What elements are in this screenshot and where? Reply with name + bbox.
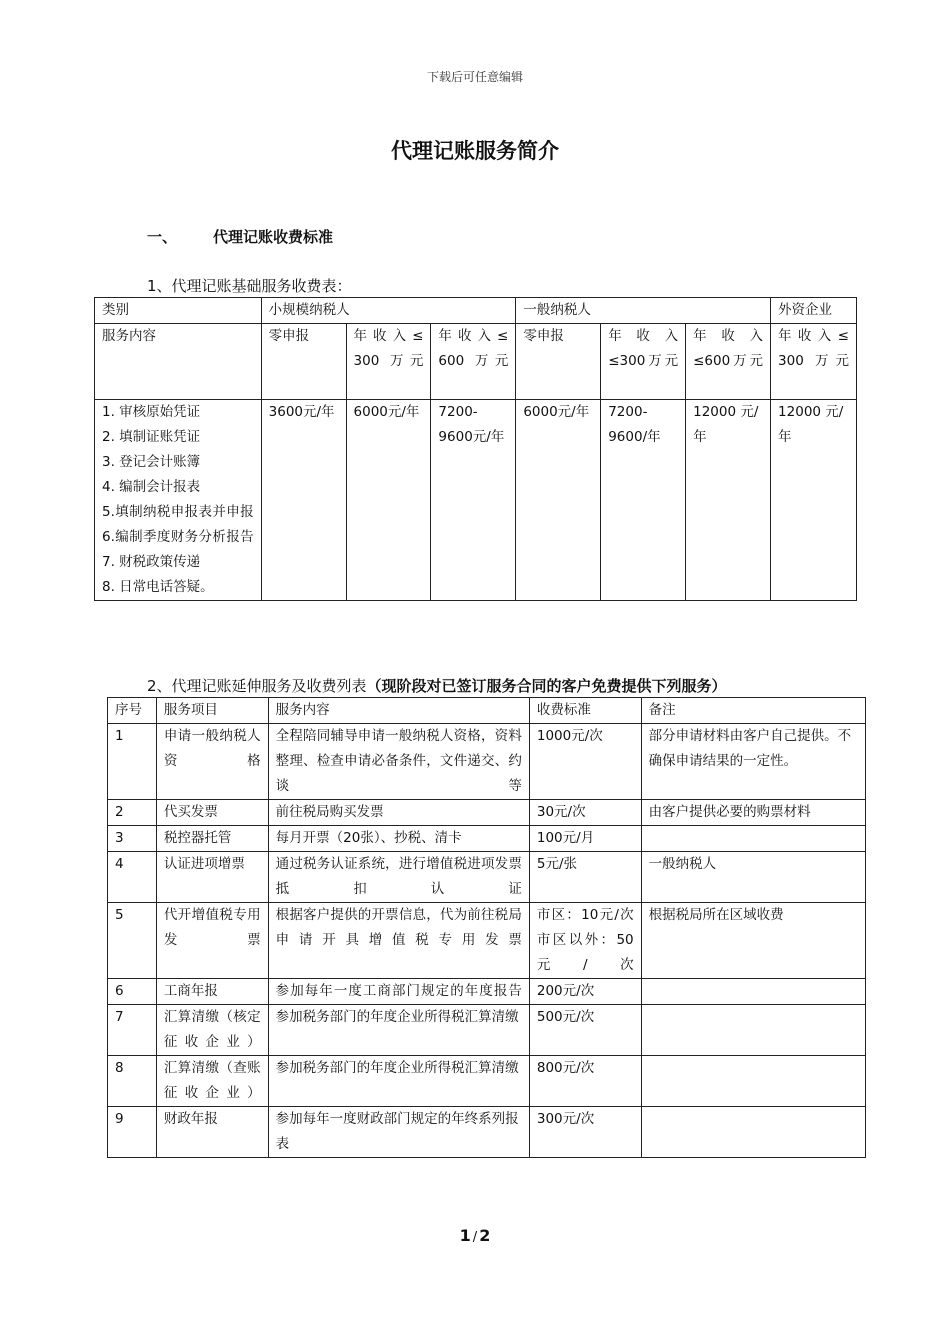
service-item: 5.填制纳税申报表并申报 [102,504,254,520]
fee: 1000元/次 [529,724,641,800]
col-header: 年 收 入 ≤ 300 万元 [346,324,431,400]
col-header: 年 收 入 ≤300万元 [601,324,686,400]
service-item: 3. 登记会计账簿 [102,454,201,470]
service-item: 4. 编制会计报表 [102,479,201,495]
price-cell: 3600元/年 [261,400,346,601]
section-title: 代理记账收费标准 [213,228,334,246]
service-content: 根据客户提供的开票信息，代为前往税局申请开具增值税专用发票 [268,903,529,979]
table-row [108,724,866,800]
col-header: 年 收 入 ≤600万元 [686,324,771,400]
table-row [108,903,866,979]
note [641,1005,865,1056]
service-content: 全程陪同辅导申请一般纳税人资格，资料整理、检查申请必备条件，文件递交、约谈等 [268,724,529,800]
service-price-row [95,400,857,601]
service-item: 6.编制季度财务分析报告 [102,529,254,545]
service-item: 认证进项增票 [156,852,268,903]
fee: 30元/次 [529,800,641,826]
content-label: 服务内容 [95,324,262,400]
row-number: 4 [108,852,157,903]
service-item: 汇算清缴（核定征收企业） [156,1005,268,1056]
price-cell: 6000元/年 [346,400,431,601]
price-cell: 12000 元/年 [771,400,857,601]
service-item: 8. 日常电话答疑。 [102,579,214,595]
note: 部分申请材料由客户自己提供。不确保申请结果的一定性。 [641,724,865,800]
page-current: 1 [459,1226,471,1245]
note: 根据税局所在区域收费 [641,903,865,979]
table2-caption-note: （现阶段对已签订服务合同的客户免费提供下列服务） [366,677,727,695]
page-separator: / [472,1230,478,1245]
fee: 800元/次 [529,1056,641,1107]
header-cell: 收费标准 [529,698,641,724]
col-header: 零申报 [261,324,346,400]
service-content: 参加税务部门的年度企业所得税汇算清缴 [268,1056,529,1107]
service-item: 2. 填制证账凭证 [102,429,201,445]
price-cell: 12000 元/年 [686,400,771,601]
table-row [108,800,866,826]
section-number: 一、 [147,228,178,246]
category-row [95,298,857,324]
table-row [108,979,866,1005]
service-content: 通过税务认证系统，进行增值税进项发票抵扣认证 [268,852,529,903]
category-foreign-enterprise: 外资企业 [771,298,857,324]
page-number [0,1226,950,1245]
note [641,979,865,1005]
service-item: 1. 审核原始凭证 [102,404,201,420]
fee: 市区：10元/次 市区以外：50元/次 [529,903,641,979]
col-header: 年 收 入 ≤ 600 万元 [431,324,516,400]
row-number: 8 [108,1056,157,1107]
row-number: 2 [108,800,157,826]
note [641,826,865,852]
service-item: 工商年报 [156,979,268,1005]
table-row [108,1056,866,1107]
price-cell: 7200-9600元/年 [431,400,516,601]
service-item: 申请一般纳税人资格 [156,724,268,800]
row-number: 5 [108,903,157,979]
row-number: 3 [108,826,157,852]
category-label: 类别 [95,298,262,324]
basic-fee-table [94,297,857,601]
page-title: 代理记账服务简介 [391,139,559,163]
header-cell: 序号 [108,698,157,724]
table-row [108,826,866,852]
price-cell: 7200-9600/年 [601,400,686,601]
price-cell: 6000元/年 [516,400,601,601]
fee: 500元/次 [529,1005,641,1056]
table2-caption [147,675,727,696]
service-content: 参加每年一度财政部门规定的年终系列报表 [268,1107,529,1158]
note [641,1107,865,1158]
row-number: 9 [108,1107,157,1158]
page-total: 2 [479,1226,491,1245]
header-cell: 备注 [641,698,865,724]
note [641,1056,865,1107]
service-content: 参加每年一度工商部门规定的年度报告 [268,979,529,1005]
col-header: 零申报 [516,324,601,400]
fee: 5元/张 [529,852,641,903]
fee: 200元/次 [529,979,641,1005]
service-item: 税控器托管 [156,826,268,852]
category-general-taxpayer: 一般纳税人 [516,298,771,324]
header-note: 下载后可任意编辑 [426,70,523,84]
section-heading [147,226,333,247]
service-item: 财政年报 [156,1107,268,1158]
table-row [108,852,866,903]
table1-caption: 1、代理记账基础服务收费表： [147,277,352,295]
service-item: 代开增值税专用发票 [156,903,268,979]
service-item: 代买发票 [156,800,268,826]
note: 由客户提供必要的购票材料 [641,800,865,826]
service-list [95,400,262,601]
row-number: 6 [108,979,157,1005]
table-row [108,1107,866,1158]
service-item: 7. 财税政策传递 [102,554,201,570]
service-content: 前往税局购买发票 [268,800,529,826]
row-number: 1 [108,724,157,800]
content-header-row [95,324,857,400]
service-item: 汇算清缴（查账征收企业） [156,1056,268,1107]
service-content: 每月开票（20张）、抄税、清卡 [268,826,529,852]
note: 一般纳税人 [641,852,865,903]
extended-service-table [107,697,866,1158]
row-number: 7 [108,1005,157,1056]
header-row [108,698,866,724]
col-header: 年 收 入 ≤ 300 万元 [771,324,857,400]
category-small-taxpayer: 小规模纳税人 [261,298,516,324]
header-cell: 服务项目 [156,698,268,724]
fee: 100元/月 [529,826,641,852]
table2-caption-text: 2、代理记账延伸服务及收费列表 [147,677,367,695]
header-cell: 服务内容 [268,698,529,724]
table-row [108,1005,866,1056]
service-content: 参加税务部门的年度企业所得税汇算清缴 [268,1005,529,1056]
fee: 300元/次 [529,1107,641,1158]
